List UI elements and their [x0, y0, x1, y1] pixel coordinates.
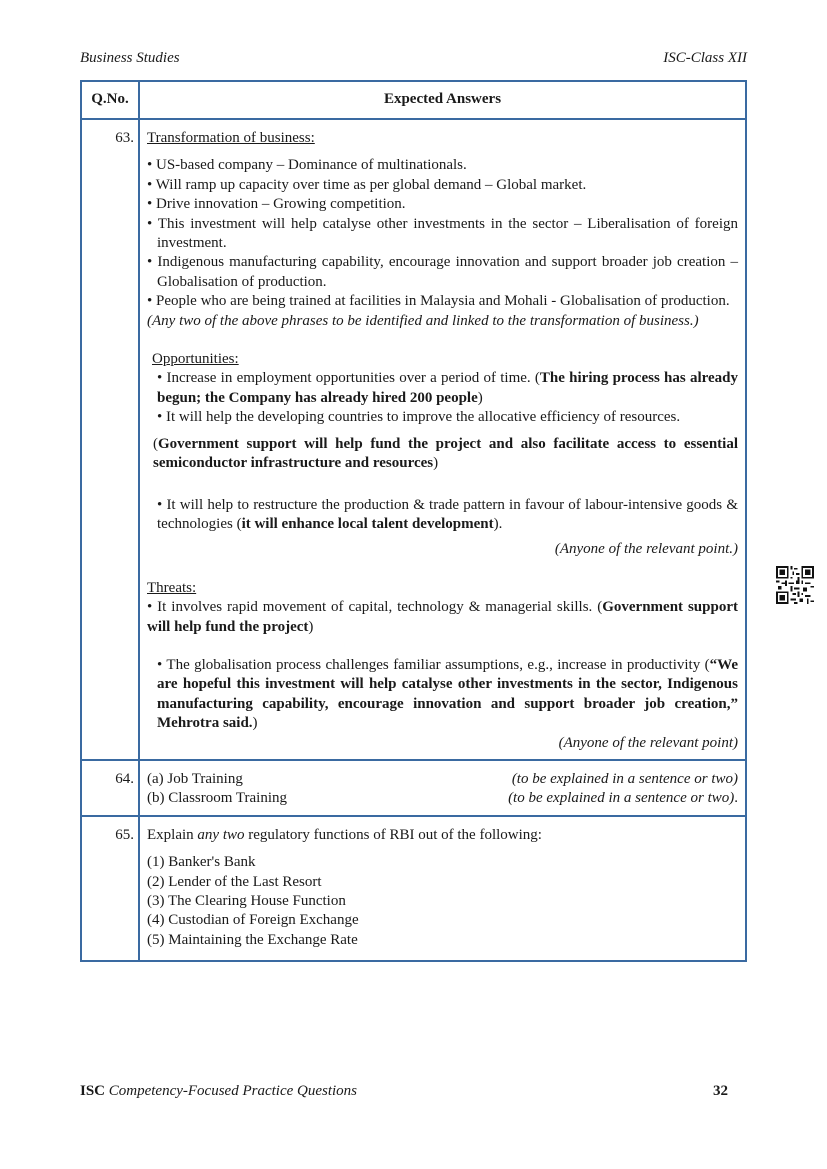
list-item: • It will help to restructure the production & trade pattern in favour of labour-intensive goods & technologies (it will enhance local talent development).	[157, 496, 738, 532]
list-item: • It involves rapid movement of capital, technology & managerial skills. (Government support will help fund the project)	[147, 599, 738, 635]
answer-cell-q63	[139, 119, 746, 760]
question-number: 64.	[81, 760, 139, 816]
running-header-class: ISC-Class XII	[663, 50, 747, 66]
qr-code-icon[interactable]	[776, 566, 814, 604]
answer-cell-q65	[139, 816, 746, 961]
question-prompt: Explain any two regulatory functions of RBI out of the following:	[147, 826, 542, 843]
list-item: (a) Job Training (to be explained in a sentence or two)	[147, 770, 738, 787]
table-row-q63	[81, 119, 746, 760]
list-item: • People who are being trained at facilities in Malaysia and Mohali - Globalisation of production.	[147, 293, 730, 310]
question-number: 65.	[81, 816, 139, 961]
list-item: (1) Banker's Bank	[147, 854, 256, 871]
question-number: 63.	[81, 119, 139, 760]
page-number: 32	[713, 1083, 728, 1099]
answers-column-header: Expected Answers	[139, 81, 746, 119]
qno-column-header: Q.No.	[81, 81, 139, 119]
list-item: (2) Lender of the Last Resort	[147, 873, 322, 890]
list-item: • Increase in employment opportunities over a period of time. (The hiring process has already begun; the Company has already hired 200 people)	[157, 370, 738, 406]
list-item: • Indigenous manufacturing capability, encourage innovation and support broader job creation – Globalisation of production.	[147, 254, 738, 290]
list-item: (b) Classroom Training (to be explained in a sentence or two).	[147, 790, 738, 807]
list-item: (5) Maintaining the Exchange Rate	[147, 931, 358, 948]
marking-note: (Anyone of the relevant point)	[558, 734, 738, 751]
list-item: • US-based company – Dominance of multinationals.	[147, 157, 467, 174]
running-header-subject: Business Studies	[80, 50, 180, 66]
section-heading-opportunities: Opportunities:	[152, 351, 239, 368]
answer-cell-q64	[139, 760, 746, 816]
list-item: • The globalisation process challenges familiar assumptions, e.g., increase in productivity (“We are hopeful this investment will help catalyse other investments in the sector, Indigenous manufacturing capability, encourage innovation and support broader job creation,” Mehrotra said.)	[157, 656, 738, 732]
evidence-quote: (Government support will help fund the project and also facilitate access to essential semiconductor infrastructure and resources)	[153, 435, 738, 472]
table-row-q65	[81, 816, 746, 961]
marking-note: (Anyone of the relevant point.)	[554, 541, 738, 558]
list-item: • Will ramp up capacity over time as per global demand – Global market.	[147, 176, 587, 193]
list-item: • This investment will help catalyse other investments in the sector – Liberalisation of foreign investment.	[147, 215, 738, 252]
footer-title: ISC Competency-Focused Practice Questions	[80, 1083, 358, 1099]
list-item: • Drive innovation – Growing competition.	[147, 196, 406, 213]
section-heading-threats: Threats:	[147, 579, 197, 596]
list-item: • It will help the developing countries to improve the allocative efficiency of resources.	[157, 409, 681, 426]
table-row-q64	[81, 760, 746, 816]
table-header-row	[81, 81, 746, 119]
marking-note: (Any two of the above phrases to be identified and linked to the transformation of business.)	[147, 312, 699, 329]
list-item: (3) The Clearing House Function	[147, 893, 346, 909]
answers-table	[80, 80, 747, 962]
list-item: (4) Custodian of Foreign Exchange	[147, 912, 359, 929]
section-heading-transformation: Transformation of business:	[147, 130, 315, 146]
